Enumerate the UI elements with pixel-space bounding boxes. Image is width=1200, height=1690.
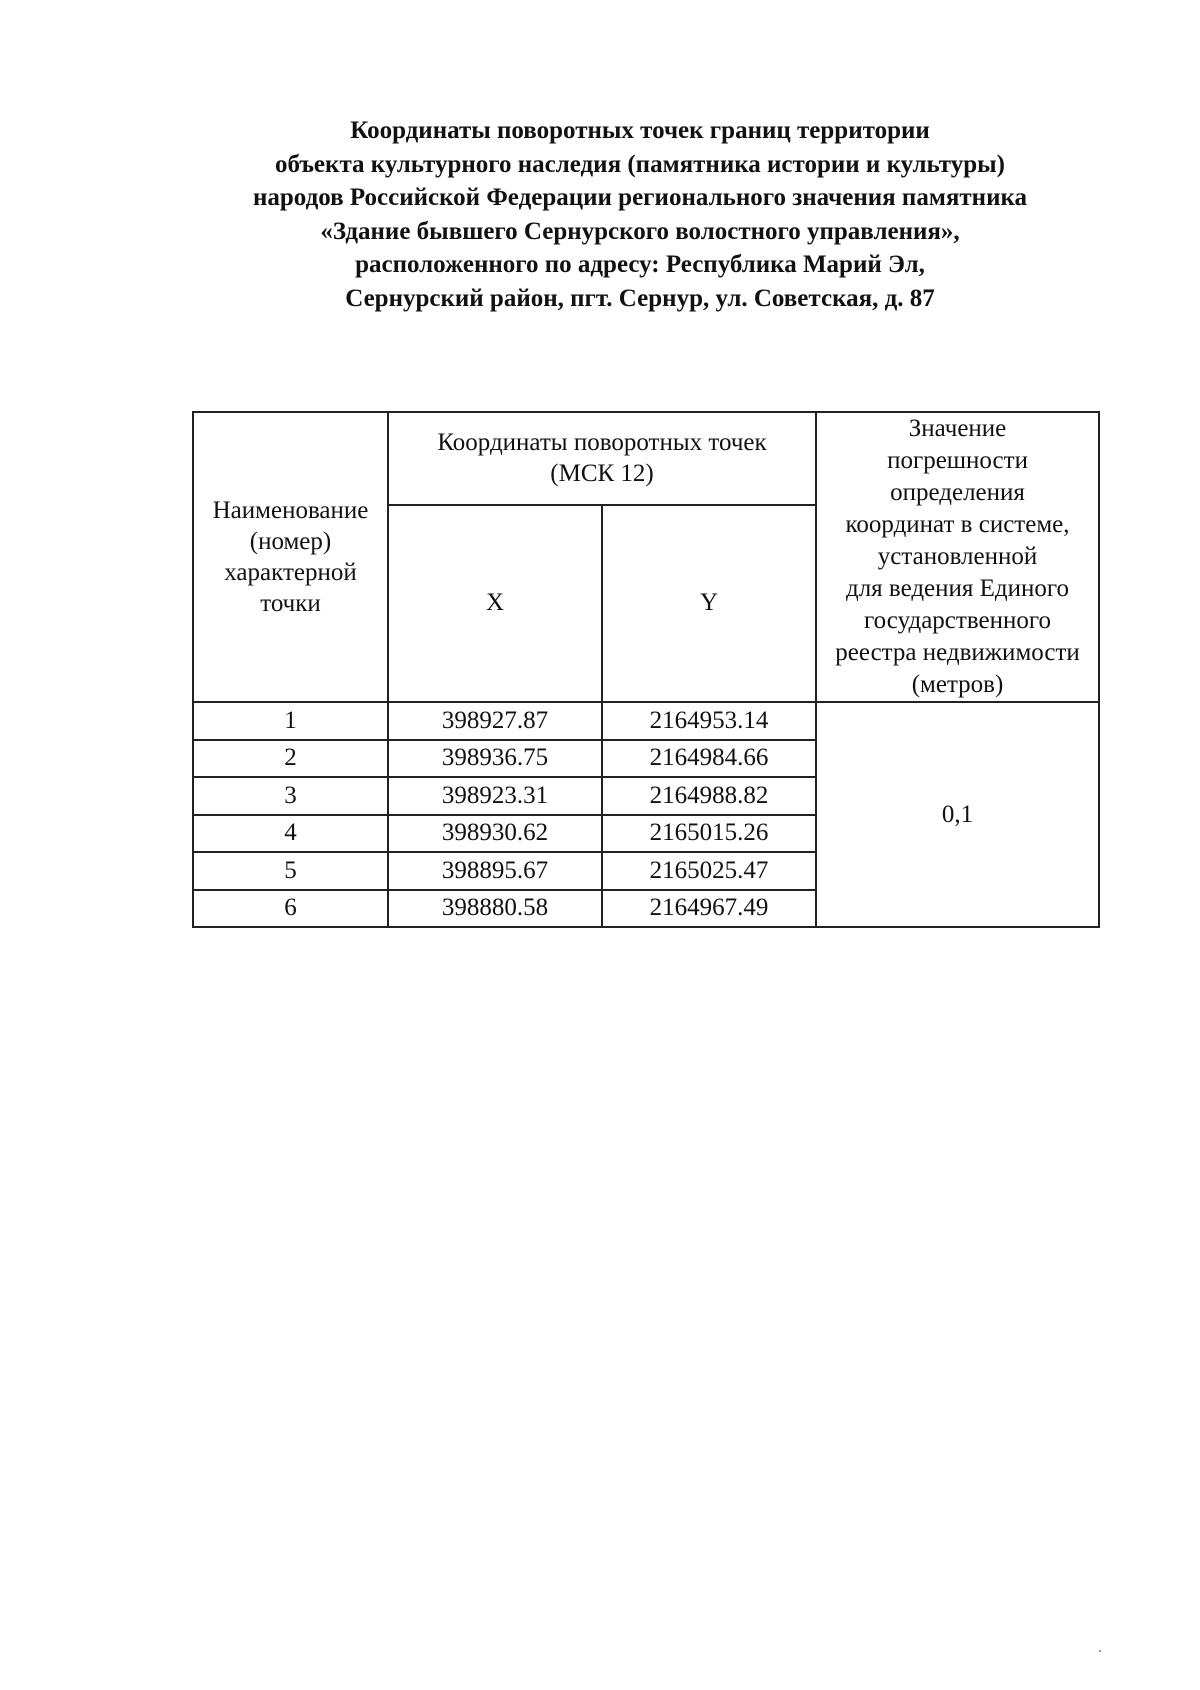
point-name-header-line-3: характерной bbox=[224, 559, 357, 586]
x-coordinate-cell: 398923.31 bbox=[388, 777, 602, 815]
scan-speck bbox=[1099, 1650, 1101, 1652]
x-coordinate-cell: 398895.67 bbox=[388, 852, 602, 890]
point-name-header bbox=[193, 412, 388, 702]
coordinates-table bbox=[192, 411, 1100, 928]
error-header-line-1: Значение bbox=[908, 415, 1007, 442]
heading-line-6: Сернурский район, пгт. Сернур, ул. Советская, д. 87 bbox=[345, 284, 935, 312]
point-number-cell: 2 bbox=[193, 740, 388, 778]
y-header: Y bbox=[602, 505, 816, 702]
heading-line-3: народов Российской Федерации регионального значения памятника bbox=[253, 184, 1027, 212]
point-number-cell: 3 bbox=[193, 777, 388, 815]
heading-line-4: «Здание бывшего Сернурского волостного управления», bbox=[320, 217, 960, 245]
heading-line-1: Координаты поворотных точек границ территории bbox=[350, 117, 930, 144]
y-coordinate-cell: 2165015.26 bbox=[602, 815, 816, 853]
error-header-line-8: реестра недвижимости bbox=[835, 639, 1080, 666]
error-header-line-4: координат в системе, bbox=[845, 511, 1070, 538]
error-header-line-7: государственного bbox=[864, 607, 1051, 634]
coordinates-header bbox=[388, 412, 816, 505]
error-header-line-3: определения bbox=[890, 479, 1025, 506]
error-header-line-6: для ведения Единого bbox=[845, 575, 1070, 602]
table-row bbox=[193, 702, 1099, 740]
y-coordinate-cell: 2164967.49 bbox=[602, 890, 816, 928]
header-row-1 bbox=[193, 412, 1099, 505]
error-header-line-5: установленной bbox=[877, 543, 1038, 570]
x-coordinate-cell: 398936.75 bbox=[388, 740, 602, 778]
heading-line-2: объекта культурного наследия (памятника истории и культуры) bbox=[274, 150, 1005, 178]
y-coordinate-cell: 2164988.82 bbox=[602, 777, 816, 815]
x-coordinate-cell: 398930.62 bbox=[388, 815, 602, 853]
y-coordinate-cell: 2164953.14 bbox=[602, 702, 816, 740]
error-header-line-2: погрешности bbox=[887, 447, 1028, 474]
point-number-cell: 5 bbox=[193, 852, 388, 890]
x-coordinate-cell: 398880.58 bbox=[388, 890, 602, 928]
point-name-header-line-2: (номер) bbox=[249, 528, 332, 555]
heading-line-5: расположенного по адресу: Республика Марий Эл, bbox=[355, 251, 925, 279]
point-number-cell: 6 bbox=[193, 890, 388, 928]
x-header: X bbox=[388, 505, 602, 702]
point-number-cell: 4 bbox=[193, 815, 388, 853]
error-header bbox=[816, 412, 1099, 702]
point-number-cell: 1 bbox=[193, 702, 388, 740]
coordinates-header-line-2: (МСК 12) bbox=[550, 460, 654, 488]
coordinates-header-line-1: Координаты поворотных точек bbox=[437, 429, 767, 457]
point-name-header-line-1: Наименование bbox=[212, 497, 369, 524]
error-value-cell: 0,1 bbox=[816, 702, 1099, 927]
point-name-header-line-4: точки bbox=[260, 590, 321, 617]
y-coordinate-cell: 2165025.47 bbox=[602, 852, 816, 890]
document-heading bbox=[150, 114, 1130, 316]
error-header-line-9: (метров) bbox=[911, 671, 1004, 698]
x-coordinate-cell: 398927.87 bbox=[388, 702, 602, 740]
y-coordinate-cell: 2164984.66 bbox=[602, 740, 816, 778]
